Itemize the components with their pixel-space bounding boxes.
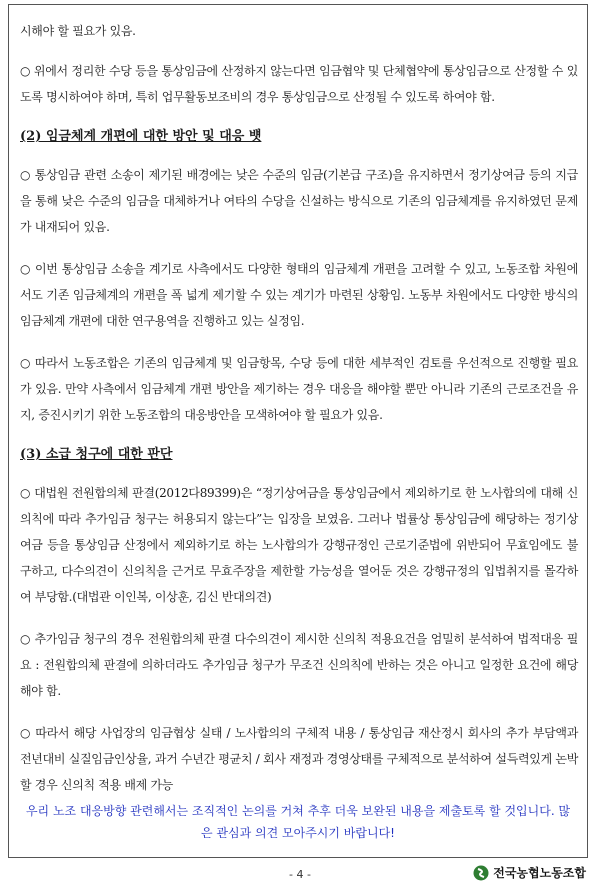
union-emblem-icon — [473, 865, 489, 881]
page-number: - 4 - — [289, 868, 311, 881]
section-heading-wage-system: (2) 임금체계 개편에 대한 방안 및 대응 뱻 — [20, 129, 262, 144]
paragraph-union-review: ○ 따라서 노동조합은 기존의 임금체계 및 임금항목, 수당 등에 대한 세부적인 검토를 우선적으로 진행할 필요가 있음. 만약 사측에서 임금체계 개편 방안을 제기하는 경우 대응을 해야할 뿐만 아니라 기존의 근로조건을 유지, 증진시키기 위한 노동조합의 대응방안을 모색하여야 할 필요가 있음. — [20, 356, 578, 422]
document-body — [20, 18, 578, 814]
paragraph-wage-system-reform: ○ 이번 통상임금 소송을 계기로 사측에서도 다양한 형태의 임금체계 개편을 고려할 수 있고, 노동조합 차원에서도 기존 임금체계의 개편을 폭 넓게 제기할 수 있는 계기가 마련된 상황임. 노동부 차원에서도 다양한 방식의 임금체계 개편에 대한 연구용역을 진행하고 있는 실정임. — [20, 262, 578, 328]
paragraph-additional-wage-claim: ○ 추가임금 청구의 경우 전원합의체 판결 다수의견이 제시한 신의칙 적용요건을 엄밀히 분석하여 법적대응 필요 : 전원합의체 판결에 의하더라도 추가임금 청구가 무조건 신의칙에 반하는 것은 아니고 일정한 요건에 해당해야 함. — [20, 632, 578, 698]
paragraph-lawsuit-background: ○ 통상임금 관련 소송이 제기된 배경에는 낮은 수준의 임금(기본급 구조)을 유지하면서 정기상여금 등의 지급을 통해 낮은 수준의 임금을 대체하거나 여타의 수당을 신설하는 방식으로 기존의 임금체계를 유지하였던 문제가 내재되어 있음. — [20, 168, 578, 234]
paragraph-good-faith-exclusion: ○ 따라서 해당 사업장의 임금협상 실태 / 노사합의의 구체적 내용 / 통상임금 재산정시 회사의 추가 부담액과 전년대비 실질임금인상율, 과거 수년간 평균치 / 회사 재정과 경영상태를 구체적으로 분석하여 설득력있게 논박할 경우 신의칙 적용 배제 가능 — [20, 726, 578, 792]
paragraph-continuation: 시해야 할 필요가 있음. — [20, 24, 136, 38]
union-logo — [473, 864, 586, 881]
paragraph-ordinary-wage-agreement: ○ 위에서 정리한 수당 등을 통상임금에 산정하지 않는다면 임금협약 및 단체협약에 통상임금으로 산정할 수 있도록 명시하여야 하며, 특히 업무활동보조비의 경우 통상임금으로 산정될 수 있도록 하여야 함. — [20, 64, 578, 104]
paragraph-supreme-court-ruling: ○ 대법원 전원합의체 판결(2012다89399)은 “정기상여금을 통상임금에서 제외하기로 한 노사합의에 대해 신의칙에 따라 추가임금 청구는 허용되지 않는다”는 입장을 보였음. 그러나 법률상 통상임금에 해당하는 정기상여금 등을 통상임금 산정에서 제외하기로 하는 노사합의가 강행규정인 근로기준법에 위반되어 무효임에도 불구하고, 다수의견이 신의칙을 근거로 무효주장을 제한할 가능성을 열어둔 것은 강행규정의 입법취지를 몰각하여 부당함.(대법관 이인복, 이상훈, 김신 반대의견) — [20, 486, 578, 604]
section-heading-retroactive-claim: (3) 소급 청구에 대한 판단 — [20, 447, 173, 462]
union-logo-text: 전국농협노동조합 — [493, 866, 586, 880]
union-notice: 우리 노조 대응방향 관련해서는 조직적인 논의를 거쳐 추후 더욱 보완된 내용을 제출토록 할 것입니다. 많은 관심과 의견 모아주시기 바랍니다! — [25, 804, 571, 840]
